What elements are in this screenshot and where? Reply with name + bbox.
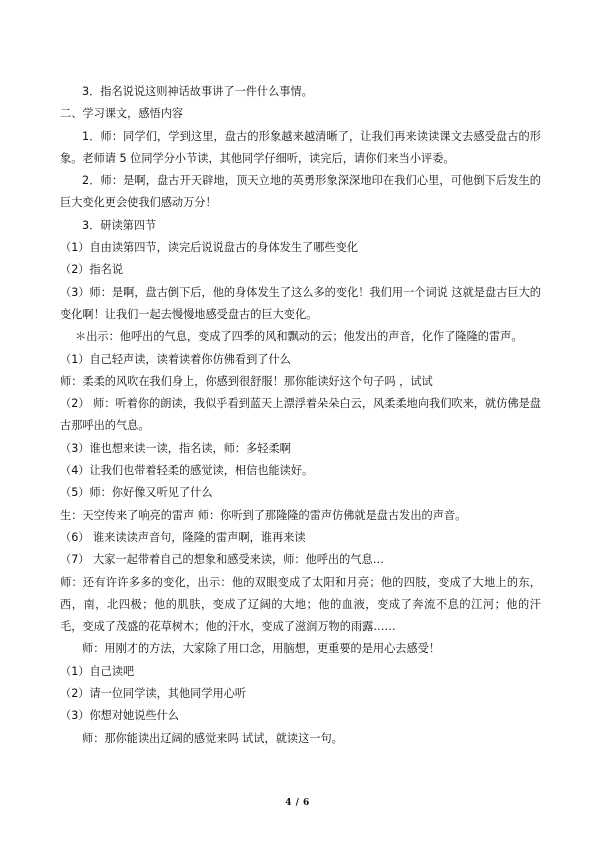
- list-item-2-teacher-listen: （2） 师：听着你的朗读，我似乎看到蓝天上漂浮着朵朵白云，风柔柔地向我们吹来，就仿佛是盘古那呼出的气息。: [60, 397, 541, 433]
- list-item-5-heard-what: （5）师：你好像又听见了什么: [60, 486, 213, 500]
- paragraph-show-text: ＊出示：他呼出的气息，变成了四季的风和飘动的云；他发出的声音，化作了隆隆的雷声。: [75, 330, 523, 344]
- paragraph-student-thunder: 生：天空传来了响亮的雷声 师：你听到了那隆隆的雷声仿佛就是盘古发出的声音。: [60, 508, 467, 522]
- list-item-1-read-yourself: （1）自己读吧: [60, 664, 135, 678]
- page-body: [60, 81, 541, 750]
- list-item-1-read-softly: （1）自己轻声读，读着读着你仿佛看到了什么: [60, 352, 291, 366]
- list-item-1-free-read: （1）自由读第四节，读完后说说盘古的身体发生了哪些变化: [60, 241, 358, 255]
- list-item-7-read-together: （7） 大家一起带着自己的想象和感受来读，师：他呼出的气息…: [60, 553, 384, 567]
- list-item-3-teacher: （3）师：是啊，盘古倒下后，他的身体发生了这么多的变化！我们用一个词说 这就是盘古巨大的变化啊！让我们一起去慢慢地感受盘古的巨大变化。: [60, 285, 541, 321]
- page-number: 4 / 6: [285, 798, 310, 808]
- list-item-3-who-reads: （3）谁也想来读一读，指名读，师：多轻柔啊: [60, 441, 291, 455]
- list-item-6-sound-sentence: （6） 谁来读读声音句，隆隆的雷声啊，谁再来读: [60, 530, 306, 544]
- paragraph-read-vast: 师：那你能读出辽阔的感觉来吗 试试，就读这一句。: [82, 731, 343, 745]
- list-item-2-call-name: （2）指名说: [60, 263, 124, 277]
- list-item-3-say-to-her: （3）你想对她说些什么: [60, 709, 179, 723]
- paragraph-more-changes: 师：还有许许多多的变化，出示：他的双眼变成了太阳和月亮；他的四肢，变成了大地上的东，西，南，北四极；他的肌肤，变成了辽阔的大地；他的血液，变成了奔流不息的江河；他的汗毛，变成了茂盛的花草树木；他的汗水，变成了滋润万物的雨露……: [60, 575, 541, 634]
- paragraph-step-2: 2．师：是啊，盘古开天辟地，顶天立地的英勇形象深深地印在我们心里，可他倒下后发生的巨大变化更会使我们感动万分！: [60, 174, 541, 210]
- paragraph-step-3-summary: 3．指名说说这则神话故事讲了一件什么事情。: [82, 85, 313, 98]
- paragraph-use-method: 师：用刚才的方法，大家除了用口念，用脑想，更重要的是用心去感受！: [82, 642, 441, 656]
- paragraph-study-section-4: 3．研读第四节: [82, 218, 157, 232]
- list-item-2-student-reads: （2）请一位同学读，其他同学用心听: [60, 687, 247, 701]
- list-item-4-read-gently: （4）让我们也带着轻柔的感觉读，相信也能读好。: [60, 464, 314, 478]
- paragraph-teacher-soft-wind: 师：柔柔的风吹在我们身上，你感到很舒服！那你能读好这个句子吗 ，试试: [60, 374, 433, 388]
- paragraph-step-1: 1．师：同学们，学到这里，盘古的形象越来越清晰了，让我们再来读读课文去感受盘古的形象。老师请 5 位同学分小节读，其他同学仔细听，读完后，请你们来当小评委。: [60, 129, 541, 165]
- section-heading-study-text: 二、学习课文，感悟内容: [60, 107, 184, 121]
